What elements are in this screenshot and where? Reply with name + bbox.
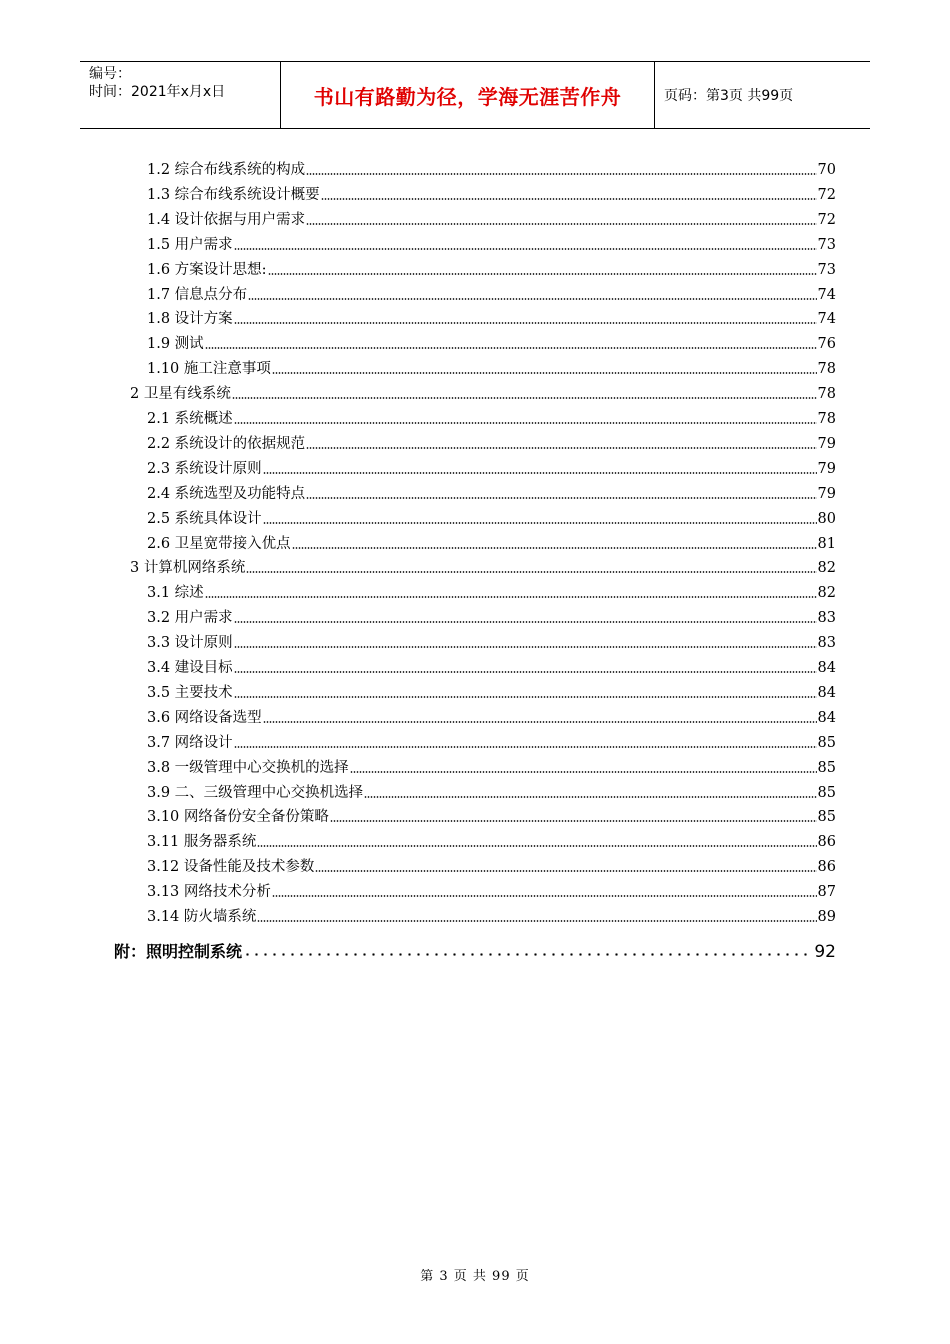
toc-entry[interactable] (147, 581, 836, 603)
toc-entry[interactable] (147, 706, 836, 728)
toc-entry-title: 3.9 二、三级管理中心交换机选择 (147, 784, 364, 801)
toc-appendix-entry[interactable] (114, 936, 836, 962)
toc-dot-leader (292, 547, 817, 549)
toc-entry[interactable] (147, 631, 836, 653)
header-meta (80, 62, 281, 128)
toc-entry-title: 1.6 方案设计思想: (147, 261, 267, 278)
toc-entry[interactable] (147, 880, 836, 902)
toc-entry[interactable] (147, 781, 836, 803)
toc-entry-title: 3 计算机网络系统 (130, 560, 246, 577)
toc-dot-leader (263, 721, 817, 723)
toc-entry-title: 3.2 用户需求 (147, 610, 233, 627)
header-page-info: 页码：第3页 共99页 (664, 88, 794, 104)
document-date: 时间：2021年x月x日 (89, 84, 226, 100)
toc-entry[interactable] (147, 606, 836, 628)
toc-dot-leader (205, 596, 817, 598)
toc-entry-page: 80 (817, 510, 836, 527)
toc-entry-title: 2.2 系统设计的依据规范 (147, 435, 306, 452)
toc-entry-page: 83 (817, 635, 836, 652)
toc-entry[interactable] (147, 208, 836, 230)
toc-dot-leader (248, 298, 816, 300)
toc-entry-page: 89 (817, 909, 836, 925)
toc-entry[interactable] (147, 532, 836, 554)
toc-entry-page: 84 (817, 660, 836, 676)
toc-entry-page: 83 (817, 610, 836, 627)
toc-dot-leader (268, 273, 817, 275)
toc-entry[interactable] (130, 556, 836, 578)
toc-entry[interactable] (147, 756, 836, 778)
toc-entry-title: 3.5 主要技术 (147, 684, 233, 701)
toc-entry[interactable] (147, 233, 836, 255)
toc-entry-page: 85 (817, 759, 836, 776)
toc-entry-title: 2.3 系统设计原则 (147, 460, 262, 477)
toc-dot-leader (306, 497, 816, 499)
page-footer: 第 3 页 共 99 页 (420, 1269, 530, 1284)
toc-entry-page: 86 (817, 859, 836, 876)
toc-entry-page: 84 (817, 684, 836, 701)
toc-dot-leader (234, 646, 817, 648)
toc-dot-leader (234, 422, 817, 424)
toc-entry[interactable] (147, 158, 836, 180)
toc-entry-page: 85 (817, 809, 836, 826)
toc-dot-leader (272, 372, 817, 374)
toc-entry-page: 78 (817, 386, 836, 403)
toc-entry-title: 3.11 服务器系统 (147, 834, 257, 851)
toc-entry-title: 3.4 建设目标 (147, 660, 233, 676)
toc-dot-leader (234, 248, 817, 250)
toc-entry-page: 82 (817, 560, 836, 577)
toc-dot-leader (234, 671, 817, 673)
toc-entry-title: 1.7 信息点分布 (147, 286, 248, 303)
toc-entry[interactable] (147, 830, 836, 852)
toc-entry-title: 3.1 综述 (147, 585, 204, 602)
toc-dot-leader (232, 397, 817, 399)
toc-entry-title: 3.8 一级管理中心交换机的选择 (147, 759, 349, 776)
toc-entry-page: 74 (817, 311, 836, 328)
toc-entry-page: 78 (817, 361, 836, 378)
toc-dot-leader (306, 447, 816, 449)
toc-entry-title: 2.1 系统概述 (147, 411, 233, 427)
toc-entry[interactable] (147, 905, 836, 927)
toc-entry[interactable] (130, 382, 836, 404)
motto-text: 书山有路勤为径，学海无涯苦作舟 (313, 84, 622, 109)
toc-entry-title: 1.5 用户需求 (147, 236, 233, 253)
toc-entry-title: 1.9 测试 (147, 336, 204, 353)
toc-entry[interactable] (147, 307, 836, 329)
toc-entry-page: 79 (817, 485, 836, 502)
toc-entry-page: 74 (817, 286, 836, 303)
toc-entry[interactable] (147, 656, 836, 678)
toc-dot-leader (364, 796, 816, 798)
toc-entry[interactable] (147, 507, 836, 529)
toc-entry[interactable] (147, 258, 836, 280)
toc-entry-page: 85 (817, 734, 836, 751)
toc-dot-leader (272, 895, 817, 897)
toc-entry-page: 87 (817, 884, 836, 901)
toc-dot-leader (315, 870, 816, 872)
toc-dot-leader (330, 820, 817, 822)
toc-dot-leader (306, 173, 816, 175)
header-motto-cell (281, 62, 655, 128)
toc-entry[interactable] (147, 357, 836, 379)
toc-dot-leader (205, 347, 817, 349)
toc-dot-leader (257, 845, 816, 847)
toc-entry-title: 3.7 网络设计 (147, 734, 233, 751)
toc-dot-leader (246, 571, 816, 573)
toc-dot-leader (350, 771, 817, 773)
toc-entry[interactable] (147, 432, 836, 454)
toc-entry-title: 2.4 系统选型及功能特点 (147, 485, 306, 502)
header-page-cell (655, 62, 870, 128)
toc-entry-page: 92 (814, 941, 836, 962)
toc-entry[interactable] (147, 283, 836, 305)
toc-dot-leader (263, 522, 817, 524)
toc-entry-title: 附：照明控制系统 (114, 941, 243, 961)
toc-entry[interactable] (147, 681, 836, 703)
toc-entry-page: 79 (817, 435, 836, 452)
toc-dot-leader (257, 920, 816, 922)
toc-entry-page: 73 (817, 236, 836, 253)
toc-entry-title: 2.6 卫星宽带接入优点 (147, 535, 291, 552)
toc-entry-page: 84 (817, 709, 836, 726)
toc-entry-title: 3.13 网络技术分析 (147, 884, 271, 901)
toc-entry[interactable] (147, 731, 836, 753)
toc-entry[interactable] (147, 183, 836, 205)
toc-entry-title: 2 卫星有线系统 (130, 386, 231, 403)
toc-entry-title: 1.2 综合布线系统的构成 (147, 162, 306, 178)
toc-entry-page: 70 (817, 162, 836, 178)
toc-dot-leader (263, 472, 817, 474)
toc-dot-leader (306, 223, 816, 225)
toc-entry-page: 86 (817, 834, 836, 851)
toc-entry-page: 73 (817, 261, 836, 278)
toc-entry-title: 3.14 防火墙系统 (147, 909, 257, 925)
document-number-label: 编号： (89, 66, 131, 82)
toc-entry-title: 1.8 设计方案 (147, 311, 233, 328)
toc-entry-title: 2.5 系统具体设计 (147, 510, 262, 527)
toc-entry-page: 72 (817, 186, 836, 203)
toc-entry-page: 81 (817, 535, 836, 552)
toc-entry-title: 3.12 设备性能及技术参数 (147, 859, 315, 876)
toc-entry[interactable] (147, 332, 836, 354)
page-header (80, 61, 870, 129)
toc-entry-page: 82 (817, 585, 836, 602)
toc-dot-leader (243, 953, 813, 956)
toc-dot-leader (234, 696, 817, 698)
toc-entry[interactable] (147, 482, 836, 504)
toc-entry[interactable] (147, 855, 836, 877)
toc-entry-title: 1.3 综合布线系统设计概要 (147, 186, 320, 203)
toc-entry-page: 72 (817, 211, 836, 228)
toc-entry-page: 85 (817, 784, 836, 801)
toc-entry-page: 76 (817, 336, 836, 353)
toc-entry[interactable] (147, 805, 836, 827)
toc-dot-leader (321, 198, 817, 200)
toc-entry-title: 1.10 施工注意事项 (147, 361, 271, 378)
toc-dot-leader (234, 746, 817, 748)
toc-dot-leader (234, 621, 817, 623)
toc-entry[interactable] (147, 407, 836, 429)
toc-entry-title: 3.3 设计原则 (147, 635, 233, 652)
toc-entry-page: 78 (817, 411, 836, 427)
toc-entry-page: 79 (817, 460, 836, 477)
toc-dot-leader (234, 322, 817, 324)
toc-entry-title: 3.10 网络备份安全备份策略 (147, 809, 329, 826)
toc-entry[interactable] (147, 457, 836, 479)
toc-entry-title: 3.6 网络设备选型 (147, 709, 262, 726)
toc-entry-title: 1.4 设计依据与用户需求 (147, 211, 306, 228)
